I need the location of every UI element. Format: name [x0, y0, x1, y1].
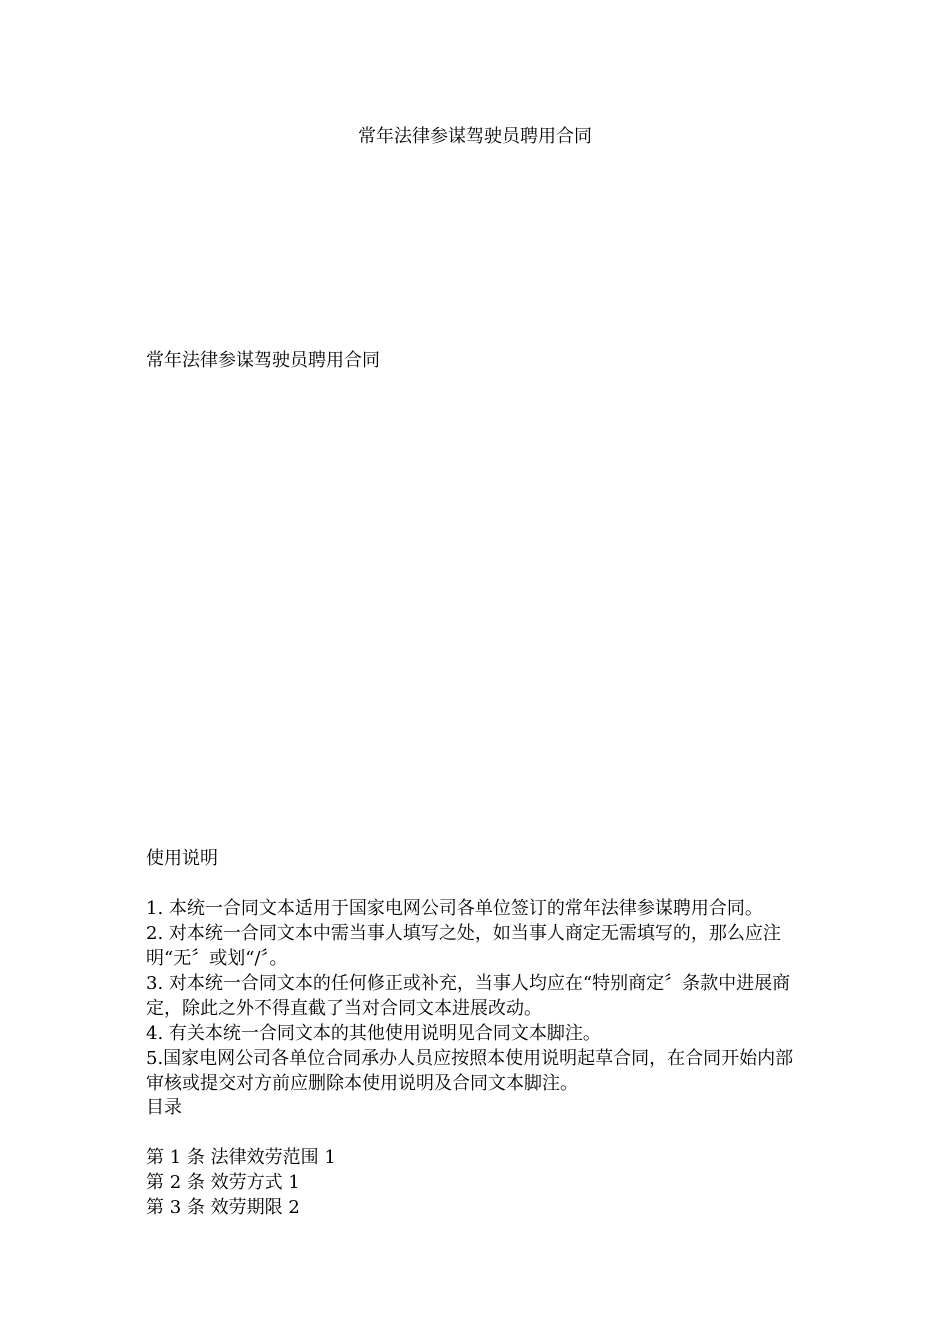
document-title: 常年法律参谋驾驶员聘用合同: [358, 126, 592, 147]
toc-item[interactable]: 第 3 条 效劳期限 2: [146, 1197, 300, 1218]
toc-heading: 目录: [146, 1097, 182, 1118]
cover-title: 常年法律参谋驾驶员聘用合同: [146, 350, 380, 371]
usage-note-item: 1. 本统一合同文本适用于国家电网公司各单位签订的常年法律参谋聘用合同。: [146, 898, 763, 919]
usage-notes-section: [146, 846, 806, 1096]
usage-note-item: 2. 对本统一合同文本中需当事人填写之处，如当事人商定无需填写的，那么应注明“无〞或划“/〞。: [146, 923, 781, 969]
usage-note-item: 3. 对本统一合同文本的任何修正或补充，当事人均应在“特别商定〞条款中进展商定，除此之外不得直截了当对合同文本进展改动。: [146, 973, 791, 1019]
usage-notes-heading: 使用说明: [146, 848, 218, 869]
usage-note-item: 5.国家电网公司各单位合同承办人员应按照本使用说明起草合同，在合同开始内部审核或提交对方前应删除本使用说明及合同文本脚注。: [146, 1048, 794, 1094]
usage-note-item: 4. 有关本统一合同文本的其他使用说明见合同文本脚注。: [146, 1023, 601, 1044]
toc-item[interactable]: 第 2 条 效劳方式 1: [146, 1172, 300, 1193]
toc-item[interactable]: 第 1 条 法律效劳范围 1: [146, 1147, 336, 1168]
table-of-contents: [146, 1095, 806, 1220]
